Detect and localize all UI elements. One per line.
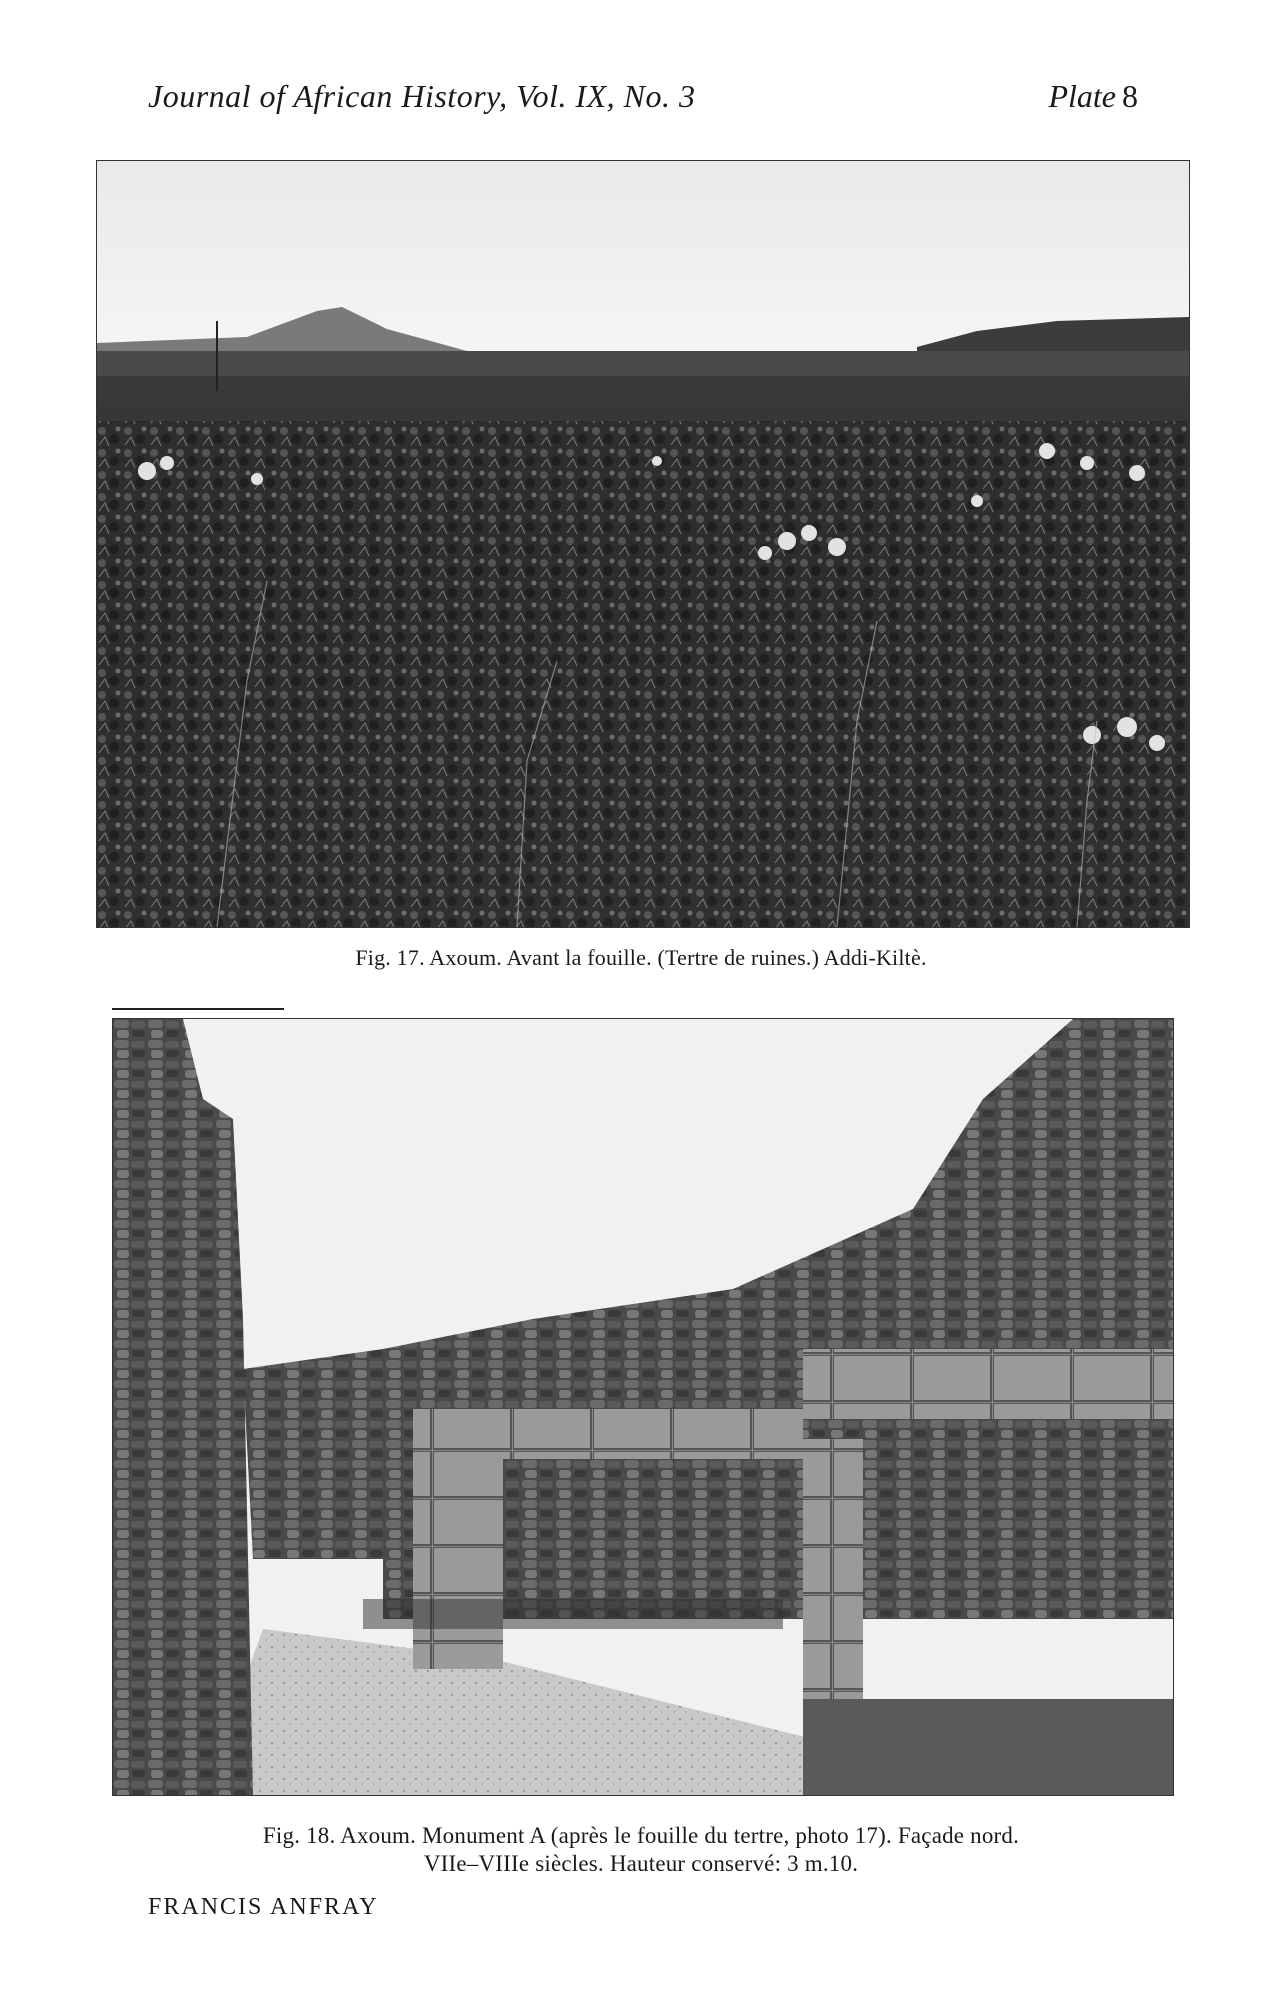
plate-label: [1048, 78, 1138, 115]
author-name: FRANCIS ANFRAY: [148, 1894, 379, 1920]
ruins-photo-icon: [113, 1019, 1173, 1795]
divider-rule: [112, 1008, 284, 1010]
figure-17-caption: Fig. 17. Axoum. Avant la fouille. (Tertre de ruines.) Addi-Kiltè.: [355, 945, 927, 970]
plate-number: 8: [1122, 78, 1138, 114]
figure-18-caption: [0, 1822, 1282, 1878]
plate-word: Plate: [1048, 78, 1116, 114]
figure-17-photo: [96, 160, 1190, 928]
landscape-photo-icon: [97, 161, 1189, 927]
figure-18-photo: [112, 1018, 1174, 1796]
figure-18-caption-line-1: Fig. 18. Axoum. Monument A (après le fouille du tertre, photo 17). Façade nord.: [262, 1823, 1020, 1848]
page-header: [0, 78, 1282, 128]
journal-title: Journal of African History, Vol. IX, No. 3: [148, 78, 696, 114]
figure-18-caption-line-2: VIIe–VIIIe siècles. Hauteur conservé: 3 m.10.: [423, 1851, 859, 1876]
